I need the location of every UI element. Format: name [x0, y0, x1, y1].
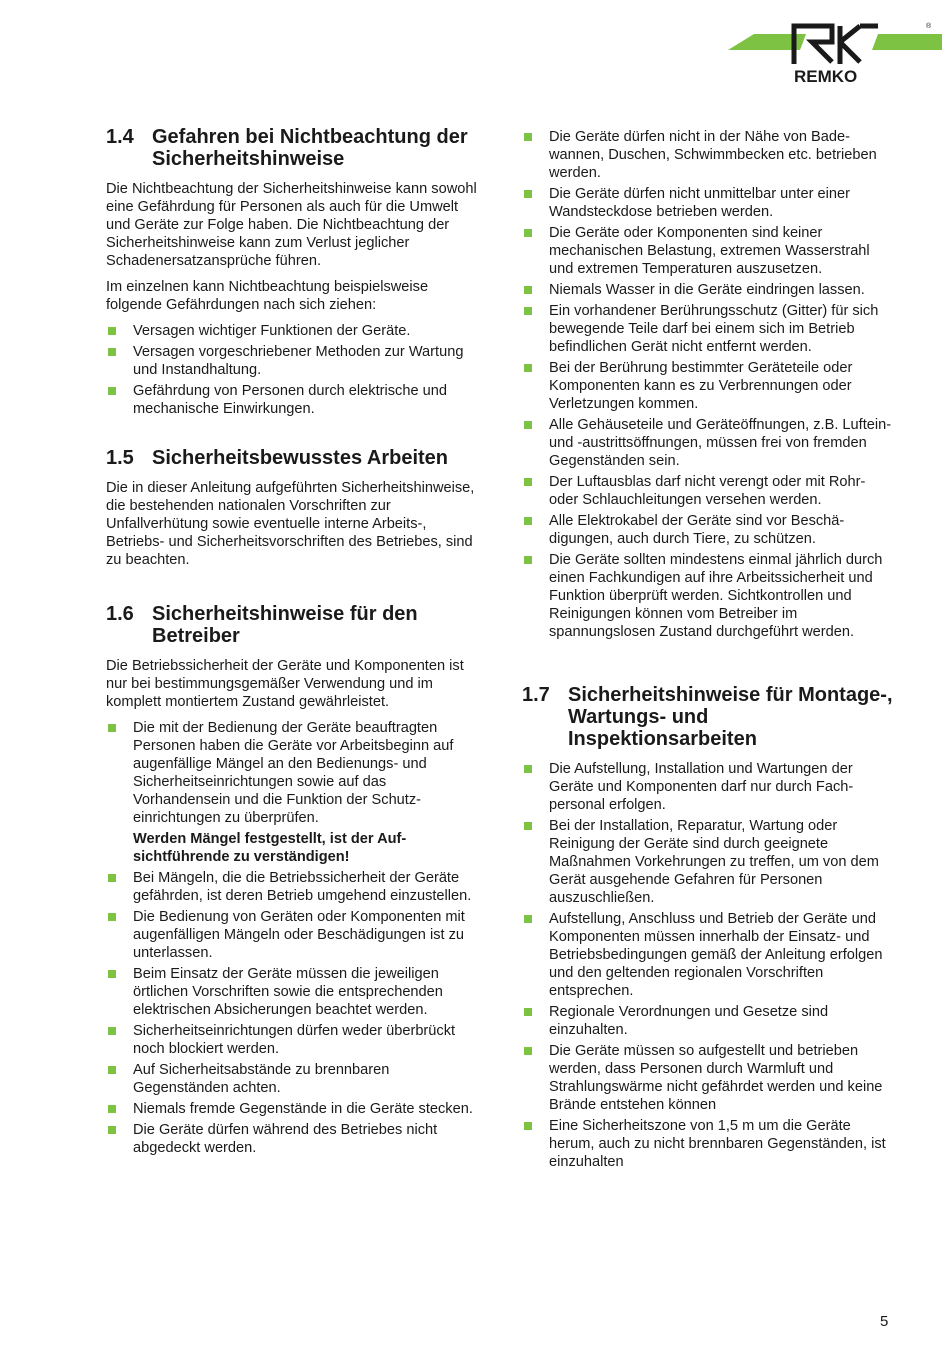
square-bullet-icon: [524, 517, 532, 525]
square-bullet-icon: [524, 229, 532, 237]
section-title: Sicherheitshinweise für Montage-, Wartungs- und Inspektionsarbeiten: [568, 684, 893, 750]
svg-text:®: ®: [926, 23, 932, 30]
list-item: Die Geräte oder Komponenten sind keiner mechanischen Belastung, extremen Wasserstrahl und extremen Temperaturen auszusetzen.: [522, 224, 894, 278]
list-item: Beim Einsatz der Geräte müssen die jeweiligen örtlichen Vorschriften sowie die entsprechenden elektrischen Absicherungen beachtet werden.: [106, 965, 478, 1019]
paragraph: Die Betriebssicherheit der Geräte und Komponenten ist nur bei bestimmungsgemäßer Verwendung und im komplett montiertem Zustand gewährleistet.: [106, 658, 464, 710]
square-bullet-icon: [524, 307, 532, 315]
list-item: Bei der Installation, Reparatur, Wartung oder Reinigung der Geräte sind durch geeignete Maßnahmen Vorkehrungen zu treffen, um von dem Gerät ausgehende Gefahren für Personen auszuschließen.: [522, 817, 894, 907]
section-1-7: [522, 684, 894, 1171]
paragraph: Die in dieser Anleitung aufgeführten Sicherheitshinweise, die bestehenden nationalen Vorschriften zur Unfallverhütung sowie eventuelle interne Arbeits-, Betriebs- und Sicherheitsvorschriften des Betriebes, sind zu beachten.: [106, 480, 475, 568]
list-item: Versagen vorgeschriebener Methoden zur Wartung und Instandhaltung.: [106, 343, 478, 379]
list-item: Die Geräte dürfen während des Betriebes nicht abgedeckt werden.: [106, 1121, 478, 1157]
warning-note: Werden Mängel festgestellt, ist der Aufsichtführende zu verständigen!: [133, 831, 407, 865]
square-bullet-icon: [108, 387, 116, 395]
svg-text:REMKO: REMKO: [794, 67, 858, 84]
square-bullet-icon: [524, 765, 532, 773]
square-bullet-icon: [524, 1122, 532, 1130]
list-item: Die Geräte dürfen nicht unmittelbar unter einer Wandsteckdose betrieben werden.: [522, 185, 894, 221]
bullet-list: [106, 322, 478, 418]
square-bullet-icon: [108, 913, 116, 921]
section-title: Gefahren bei Nichtbeachtung der Sicherheitshinweise: [152, 126, 468, 170]
list-item: Bei der Berührung bestimmter Geräteteile oder Komponenten kann es zu Verbrennungen oder Verletzungen kommen.: [522, 359, 894, 413]
section-number: 1.7: [522, 684, 550, 706]
list-item: Alle Gehäuseteile und Geräteöffnungen, z.B. Luftein- und -austrittsöffnungen, müssen frei von fremden Gegenständen sein.: [522, 416, 894, 470]
section-number: 1.6: [106, 603, 134, 625]
square-bullet-icon: [524, 190, 532, 198]
square-bullet-icon: [524, 364, 532, 372]
page-number: 5: [880, 1313, 889, 1330]
section-1-4: [106, 126, 478, 418]
section-heading: [106, 447, 478, 469]
remko-logo: [728, 20, 942, 84]
square-bullet-icon: [524, 133, 532, 141]
section-heading: [522, 684, 894, 750]
bullet-list: [522, 128, 894, 641]
square-bullet-icon: [524, 822, 532, 830]
section-title: Sicherheitsbewusstes Arbeiten: [152, 447, 449, 469]
square-bullet-icon: [108, 348, 116, 356]
square-bullet-icon: [524, 478, 532, 486]
list-item: Die mit der Bedienung der Geräte beauftragten Personen haben die Geräte vor Arbeitsbeginn auf augenfällige Mängel an den Bedienungs- und Sicherheitseinrichtungen sowie auf das Vorhandensein und die Funktion der Schutzeinrichtungen zu überprüfen. Werden Mängel festgestellt, ist der Aufsichtführende zu verständigen!: [106, 719, 478, 866]
list-item: Regionale Verordnungen und Gesetze sind einzuhalten.: [522, 1003, 894, 1039]
list-item: Sicherheitseinrichtungen dürfen weder überbrückt noch blockiert werden.: [106, 1022, 478, 1058]
section-title: Sicherheitshinweise für den Betreiber: [152, 603, 418, 647]
section-number: 1.4: [106, 126, 134, 148]
list-item: Ein vorhandener Berührungsschutz (Gitter) für sich bewegende Teile darf bei einem sich im Betrieb befindlichen Gerät nicht entfernt werden.: [522, 302, 894, 356]
section-1-5: [106, 447, 478, 569]
square-bullet-icon: [108, 1066, 116, 1074]
list-item: Eine Sicherheitszone von 1,5 m um die Geräte herum, auch zu nicht brennbaren Gegenständen, ist einzuhalten: [522, 1117, 894, 1171]
square-bullet-icon: [524, 1047, 532, 1055]
list-item: Niemals Wasser in die Geräte eindringen lassen.: [522, 281, 894, 299]
square-bullet-icon: [108, 970, 116, 978]
left-column: [106, 126, 478, 1160]
list-item: Die Geräte müssen so aufgestellt und betrieben werden, dass Personen durch Warmluft und Strahlungswärme nicht gefährdet werden und keine Brände entstehen können: [522, 1042, 894, 1114]
square-bullet-icon: [108, 724, 116, 732]
list-item: Gefährdung von Personen durch elektrische und mechanische Einwirkungen.: [106, 382, 478, 418]
list-item: Alle Elektrokabel der Geräte sind vor Beschädigungen, auch durch Tiere, zu schützen.: [522, 512, 894, 548]
list-item: Auf Sicherheitsabstände zu brennbaren Gegenständen achten.: [106, 1061, 478, 1097]
section-heading: [106, 603, 478, 647]
square-bullet-icon: [108, 327, 116, 335]
square-bullet-icon: [524, 915, 532, 923]
section-number: 1.5: [106, 447, 134, 469]
right-column: [522, 128, 894, 1174]
square-bullet-icon: [108, 1126, 116, 1134]
square-bullet-icon: [524, 421, 532, 429]
bullet-list: [522, 760, 894, 1171]
list-item: Bei Mängeln, die die Betriebssicherheit der Geräte gefährden, ist deren Betrieb umgehend einzustellen.: [106, 869, 478, 905]
list-item: Die Geräte dürfen nicht in der Nähe von Badewannen, Duschen, Schwimmbecken etc. betrieben werden.: [522, 128, 894, 182]
list-item: Die Aufstellung, Installation und Wartungen der Geräte und Komponenten darf nur durch Fachpersonal erfolgen.: [522, 760, 894, 814]
list-item: Der Luftausblas darf nicht verengt oder mit Rohr- oder Schlauchleitungen versehen werden.: [522, 473, 894, 509]
square-bullet-icon: [108, 1027, 116, 1035]
section-heading: [106, 126, 478, 170]
section-1-6: [106, 603, 478, 1157]
bullet-list: [106, 719, 478, 1157]
square-bullet-icon: [524, 556, 532, 564]
square-bullet-icon: [108, 874, 116, 882]
paragraph: Die Nichtbeachtung der Sicherheitshinweise kann sowohl eine Gefährdung für Personen als auch für die Umwelt und Geräte zur Folge haben. Die Nichtbeachtung der Sicherheitshinweise kann zum Verlust jeglicher Schadenersatzansprüche führen.: [106, 181, 477, 269]
square-bullet-icon: [524, 286, 532, 294]
list-item: Die Geräte sollten mindestens einmal jährlich durch einen Fachkundigen auf ihre Arbeitssicherheit und Funktion überprüft werden. Sichtkontrollen und Reinigungen können vom Betreiber im spannungslosen Zustand durchgeführt werden.: [522, 551, 894, 641]
paragraph: Im einzelnen kann Nichtbeachtung beispielsweise folgende Gefährdungen nach sich ziehen:: [106, 279, 429, 313]
list-item: Versagen wichtiger Funktionen der Geräte.: [106, 322, 478, 340]
list-item: Die Bedienung von Geräten oder Komponenten mit augenfälligen Mängeln oder Beschädigungen ist zu unterlassen.: [106, 908, 478, 962]
list-item: Niemals fremde Gegenstände in die Geräte stecken.: [106, 1100, 478, 1118]
list-item: Aufstellung, Anschluss und Betrieb der Geräte und Komponenten müssen innerhalb der Einsatz- und Betriebsbedingungen gemäß der Anleitung erfolgen und den geltenden regionalen Vorschriften entsprechen.: [522, 910, 894, 1000]
square-bullet-icon: [524, 1008, 532, 1016]
square-bullet-icon: [108, 1105, 116, 1113]
